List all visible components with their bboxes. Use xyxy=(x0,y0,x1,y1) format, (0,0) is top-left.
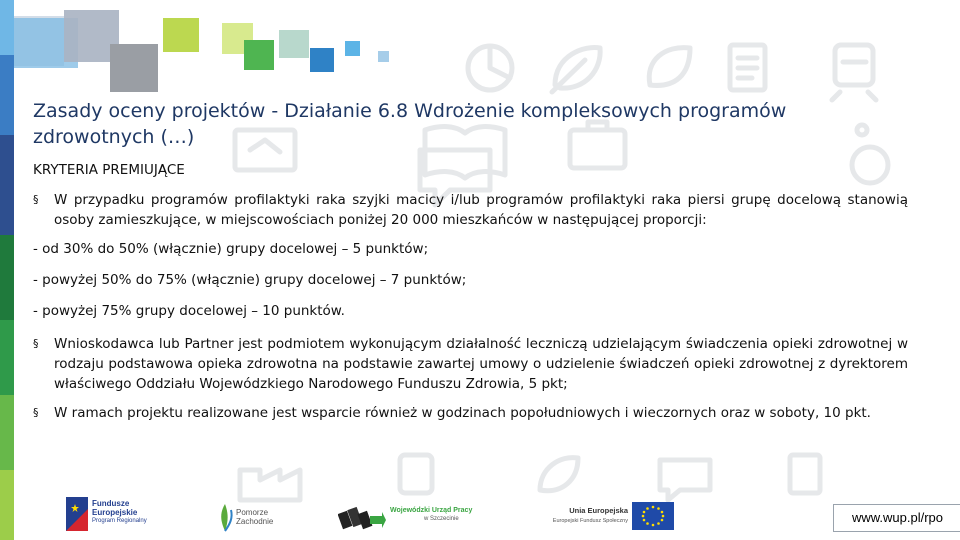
stripe-segment xyxy=(0,320,14,395)
bullet-item xyxy=(33,403,908,423)
stripe-segment xyxy=(0,0,14,55)
fe-logo-text xyxy=(92,499,147,526)
section-subheading: KRYTERIA PREMIUJĄCE xyxy=(33,162,185,178)
ue-logo-text xyxy=(540,506,628,526)
scoring-line: - powyżej 75% grupy docelowej – 10 punktów. xyxy=(33,303,345,319)
bullet-item xyxy=(33,334,908,394)
pie-chart-icon xyxy=(468,46,512,90)
wup-logo-icon xyxy=(338,502,386,530)
stripe-segment xyxy=(0,55,14,135)
bullet-text: Wnioskodawca lub Partner jest podmiotem wykonującym działalność leczniczą udzielającym świadczenia opieki zdrowotnej w rodzaju podstawowa opieka zdrowotna na podstawie zawartej umowy o udzielenie świadczeń opieki zdrowotnej z dyrektorem właściwego Oddziału Wojewódzkiego Narodowego Funduszu Zdrowia, 5 pkt; xyxy=(54,336,908,392)
fe-logo-line: Europejskie xyxy=(92,508,138,517)
scoring-line: - powyżej 50% do 75% (włącznie) grupy docelowej – 7 punktów; xyxy=(33,272,467,288)
slide-title: Zasady oceny projektów - Działanie 6.8 Wdrożenie kompleksowych programów zdrowotnych (…) xyxy=(33,100,787,148)
bullet-text: W przypadku programów profilaktyki raka szyjki macicy i/lub programów profilaktyki raka piersi grupę docelową stanowią osoby zamieszkujące, w miejscowościach poniżej 20 000 mieszkańców w następującej proporcji: xyxy=(54,192,908,228)
pomorze-zachodnie-logo-icon xyxy=(216,502,234,532)
leaf-icon xyxy=(552,47,600,92)
bullet-text: W ramach projektu realizowane jest wsparcie również w godzinach popołudniowych i wieczornych oraz w soboty, 10 pkt. xyxy=(54,405,871,421)
fe-logo-line: Program Regionalny xyxy=(92,518,147,524)
wup-logo-text xyxy=(390,506,472,524)
bullet-item xyxy=(33,190,908,230)
pomorze-logo-text xyxy=(236,508,273,526)
wup-logo-line: w Szczecinie xyxy=(424,516,459,522)
document-icon xyxy=(790,455,820,493)
bullet-marker: § xyxy=(33,193,39,206)
bullet-marker: § xyxy=(33,406,39,419)
eu-flag-icon xyxy=(632,502,674,530)
ue-logo-line: Unia Europejska xyxy=(569,506,628,515)
website-link[interactable]: www.wup.pl/rpo xyxy=(833,504,960,532)
leaf-icon xyxy=(540,458,578,491)
fe-logo-line: Fundusze xyxy=(92,499,130,508)
leaf-icon xyxy=(649,48,690,86)
footer-logos xyxy=(0,490,960,540)
scoring-line: - od 30% do 50% (włącznie) grupy docelowej – 5 punktów; xyxy=(33,241,429,257)
slide-body xyxy=(33,160,908,432)
tram-icon xyxy=(400,455,432,493)
stripe-segment xyxy=(0,135,14,235)
pomorze-logo-line: Pomorze xyxy=(236,508,269,517)
stripe-segment xyxy=(0,235,14,320)
document-icon xyxy=(730,45,765,90)
bullet-marker: § xyxy=(33,337,39,350)
tram-icon xyxy=(832,45,876,100)
wup-logo-line: Wojewódzki Urząd Pracy xyxy=(390,507,473,514)
pomorze-logo-line: Zachodnie xyxy=(236,517,274,526)
fundusze-europejskie-logo-icon xyxy=(66,497,88,531)
stripe-segment xyxy=(0,395,14,470)
ue-logo-line: Europejski Fundusz Społeczny xyxy=(552,518,628,524)
